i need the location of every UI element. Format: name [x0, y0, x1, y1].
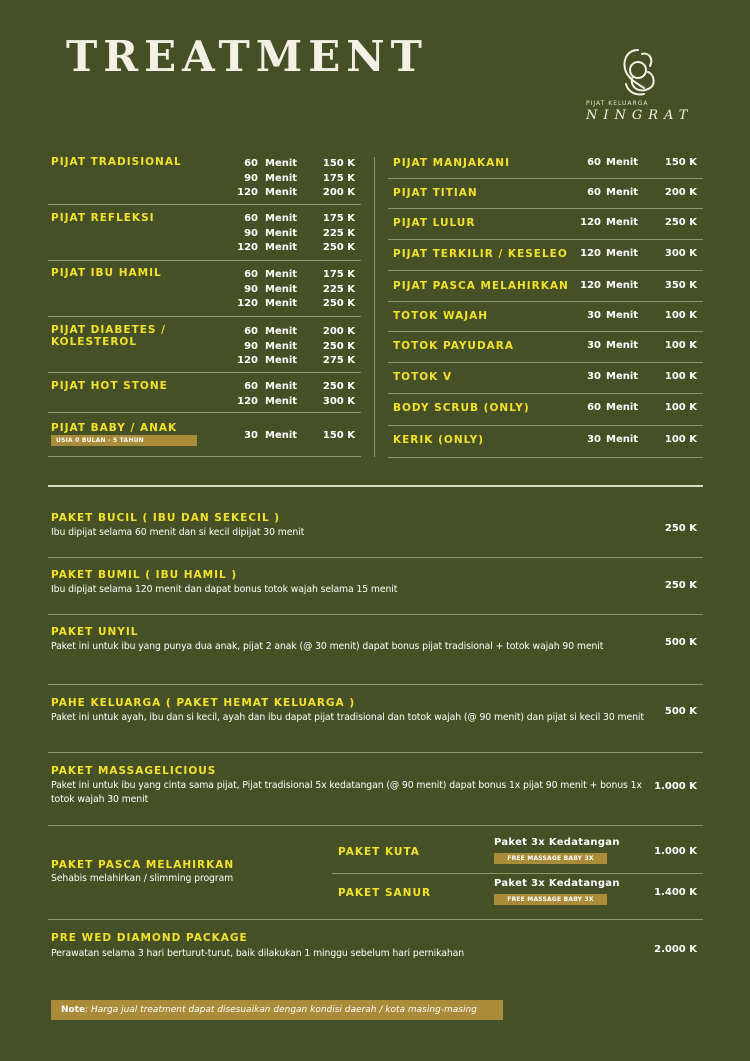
free-baby-badge: FREE MASSAGE BABY 3X — [494, 853, 607, 864]
duration-unit: Menit — [265, 355, 298, 367]
duration-value: 90 — [244, 227, 258, 239]
row-divider — [388, 457, 703, 458]
package-desc: Ibu dipijat selama 60 menit dan si kecil dipijat 30 menit — [51, 527, 305, 538]
duration-value: 90 — [244, 172, 258, 184]
price-value: 100 K — [664, 434, 697, 445]
treatment-name: PIJAT BABY / ANAK — [51, 422, 178, 434]
treatment-name: PIJAT IBU HAMIL — [51, 267, 162, 279]
row-divider — [48, 456, 361, 457]
row-divider — [48, 825, 703, 826]
row-divider — [388, 393, 703, 394]
note-label: Note — [61, 1005, 86, 1015]
row-divider — [388, 239, 703, 240]
duration-unit: Menit — [606, 434, 639, 445]
duration-unit: Menit — [606, 280, 639, 291]
package-desc: Paket ini untuk ibu yang punya dua anak, pijat 2 anak (@ 30 menit) dapat bonus pijat tradisional + totok wajah 90 menit — [51, 641, 604, 652]
package-price: 500 K — [664, 706, 697, 717]
duration-unit: Menit — [606, 402, 639, 413]
duration-value: 120 — [237, 298, 258, 310]
free-baby-badge: FREE MASSAGE BABY 3X — [494, 894, 607, 905]
price-value: 275 K — [322, 355, 355, 367]
pasca-name: PAKET PASCA MELAHIRKAN — [51, 859, 235, 871]
package-price: 1.000 K — [654, 781, 697, 792]
duration-unit: Menit — [265, 187, 298, 199]
pasca-inner-divider — [332, 873, 703, 874]
duration-value: 90 — [244, 283, 258, 295]
price-value: 300 K — [322, 395, 355, 407]
price-value: 250 K — [322, 242, 355, 254]
row-divider — [48, 919, 703, 920]
brand-logo — [586, 44, 698, 126]
duration-value: 60 — [244, 213, 258, 224]
package-price: 500 K — [664, 637, 697, 648]
logo-subtitle: PIJAT KELUARGA — [586, 100, 649, 107]
row-divider — [48, 316, 361, 317]
row-divider — [388, 425, 703, 426]
package-price: 250 K — [664, 523, 697, 534]
duration-unit: Menit — [606, 217, 639, 228]
price-value: 300 K — [664, 248, 697, 259]
row-divider — [48, 614, 703, 615]
duration-value: 120 — [237, 395, 258, 407]
duration-value: 60 — [244, 269, 258, 280]
package-name: PAKET BUCIL ( IBU DAN SEKECIL ) — [51, 512, 281, 524]
pasca-option-name: PAKET SANUR — [338, 887, 432, 899]
price-value: 250 K — [322, 298, 355, 310]
package-price: 250 K — [664, 580, 697, 591]
price-value: 175 K — [322, 213, 355, 224]
page-title: TREATMENT — [66, 32, 428, 81]
duration-value: 30 — [587, 371, 601, 382]
mother-child-logo-icon — [586, 44, 698, 100]
treatment-name: TOTOK PAYUDARA — [393, 340, 515, 352]
duration-unit: Menit — [265, 395, 298, 407]
price-value: 350 K — [664, 280, 697, 291]
duration-value: 120 — [580, 248, 601, 259]
footer-note — [51, 1000, 503, 1020]
duration-value: 60 — [587, 402, 601, 413]
duration-value: 120 — [237, 242, 258, 254]
logo-wordmark: NINGRAT — [586, 108, 694, 123]
duration-unit: Menit — [265, 283, 298, 295]
price-value: 225 K — [322, 283, 355, 295]
duration-value: 30 — [587, 310, 601, 321]
duration-unit: Menit — [606, 157, 639, 168]
duration-value: 60 — [587, 157, 601, 168]
age-badge: USIA 0 BULAN - 5 TAHUN — [51, 435, 197, 446]
pasca-option-price: 1.400 K — [654, 887, 697, 898]
treatment-name: BODY SCRUB (ONLY) — [393, 402, 530, 414]
duration-value: 60 — [244, 158, 258, 169]
row-divider — [48, 684, 703, 685]
duration-value: 60 — [244, 326, 258, 337]
row-divider — [388, 362, 703, 363]
package-desc: Ibu dipijat selama 120 menit dan dapat bonus totok wajah selama 15 menit — [51, 584, 398, 595]
duration-unit: Menit — [606, 340, 639, 351]
treatment-name: PIJAT REFLEKSI — [51, 212, 155, 224]
package-desc: Paket ini untuk ibu yang cinta sama pijat, Pijat tradisional 5x kedatangan (@ 90 menit) dapat bonus 1x pijat 90 menit + bonus 1x totok wajah 30 menit — [51, 780, 642, 805]
duration-unit: Menit — [265, 340, 298, 352]
prewed-price: 2.000 K — [654, 944, 697, 955]
treatment-name: PIJAT PASCA MELAHIRKAN — [393, 280, 569, 292]
treatment-name: PIJAT MANJAKANI — [393, 157, 510, 169]
price-value: 175 K — [322, 172, 355, 184]
row-divider — [388, 331, 703, 332]
treatment-name: PIJAT LULUR — [393, 217, 476, 229]
row-divider — [388, 208, 703, 209]
price-value: 100 K — [664, 371, 697, 382]
duration-unit: Menit — [265, 326, 298, 337]
duration-unit: Menit — [265, 269, 298, 280]
prewed-desc: Perawatan selama 3 hari berturut-turut, baik dilakukan 1 minggu sebelum hari pernikahan — [51, 948, 465, 959]
duration-value: 120 — [237, 187, 258, 199]
duration-unit: Menit — [606, 371, 639, 382]
visits-label: Paket 3x Kedatangan — [494, 878, 620, 889]
duration-value: 60 — [587, 187, 601, 198]
row-divider — [48, 752, 703, 753]
price-value: 250 K — [664, 217, 697, 228]
price-value: 100 K — [664, 310, 697, 321]
price-value: 100 K — [664, 402, 697, 413]
duration-unit: Menit — [265, 430, 298, 441]
treatment-name: PIJAT TITIAN — [393, 187, 478, 199]
duration-unit: Menit — [265, 158, 298, 169]
row-divider — [48, 260, 361, 261]
price-value: 225 K — [322, 227, 355, 239]
package-name: PAKET MASSAGELICIOUS — [51, 765, 217, 777]
treatment-name: TOTOK V — [393, 371, 453, 383]
duration-value: 120 — [237, 355, 258, 367]
duration-unit: Menit — [265, 227, 298, 239]
duration-value: 120 — [580, 280, 601, 291]
duration-unit: Menit — [606, 248, 639, 259]
column-divider — [374, 157, 375, 457]
price-value: 100 K — [664, 340, 697, 351]
treatment-name: PIJAT TERKILIR / KESELEO — [393, 248, 568, 260]
treatment-name: PIJAT HOT STONE — [51, 380, 168, 392]
duration-value: 30 — [244, 430, 258, 441]
pasca-option-price: 1.000 K — [654, 846, 697, 857]
price-value: 200 K — [322, 326, 355, 337]
duration-unit: Menit — [265, 242, 298, 254]
treatment-name: PIJAT TRADISIONAL — [51, 156, 182, 168]
treatment-name: PIJAT DIABETES / KOLESTEROL — [51, 324, 166, 348]
duration-unit: Menit — [265, 298, 298, 310]
duration-unit: Menit — [606, 187, 639, 198]
duration-unit: Menit — [265, 213, 298, 224]
pasca-option-name: PAKET KUTA — [338, 846, 420, 858]
treatment-name: KERIK (ONLY) — [393, 434, 485, 446]
duration-value: 30 — [587, 434, 601, 445]
price-value: 250 K — [322, 340, 355, 352]
price-value: 200 K — [664, 187, 697, 198]
visits-label: Paket 3x Kedatangan — [494, 837, 620, 848]
row-divider — [48, 412, 361, 413]
package-name: PAHE KELUARGA ( PAKET HEMAT KELUARGA ) — [51, 697, 356, 709]
price-value: 150 K — [322, 430, 355, 441]
row-divider — [388, 301, 703, 302]
note-text: : Harga jual treatment dapat disesuaikan dengan kondisi daerah / kota masing-masing — [85, 1005, 477, 1015]
duration-unit: Menit — [265, 172, 298, 184]
duration-value: 90 — [244, 340, 258, 352]
row-divider — [48, 204, 361, 205]
package-name: PAKET BUMIL ( IBU HAMIL ) — [51, 569, 238, 581]
price-value: 200 K — [322, 187, 355, 199]
row-divider — [388, 178, 703, 179]
prewed-name: PRE WED DIAMOND PACKAGE — [51, 932, 248, 944]
section-divider — [48, 485, 703, 487]
duration-unit: Menit — [265, 381, 298, 392]
price-value: 175 K — [322, 269, 355, 280]
duration-unit: Menit — [606, 310, 639, 321]
duration-value: 120 — [580, 217, 601, 228]
price-value: 250 K — [322, 381, 355, 392]
pasca-desc: Sehabis melahirkan / slimming program — [51, 873, 234, 884]
row-divider — [48, 557, 703, 558]
package-name: PAKET UNYIL — [51, 626, 139, 638]
price-value: 150 K — [322, 158, 355, 169]
duration-value: 60 — [244, 381, 258, 392]
row-divider — [48, 372, 361, 373]
treatment-name: TOTOK WAJAH — [393, 310, 489, 322]
price-value: 150 K — [664, 157, 697, 168]
row-divider — [388, 270, 703, 271]
package-desc: Paket ini untuk ayah, ibu dan si kecil, ayah dan ibu dapat pijat tradisional dan totok wajah (@ 90 menit) dan pijat si kecil 30 menit — [51, 712, 644, 723]
duration-value: 30 — [587, 340, 601, 351]
